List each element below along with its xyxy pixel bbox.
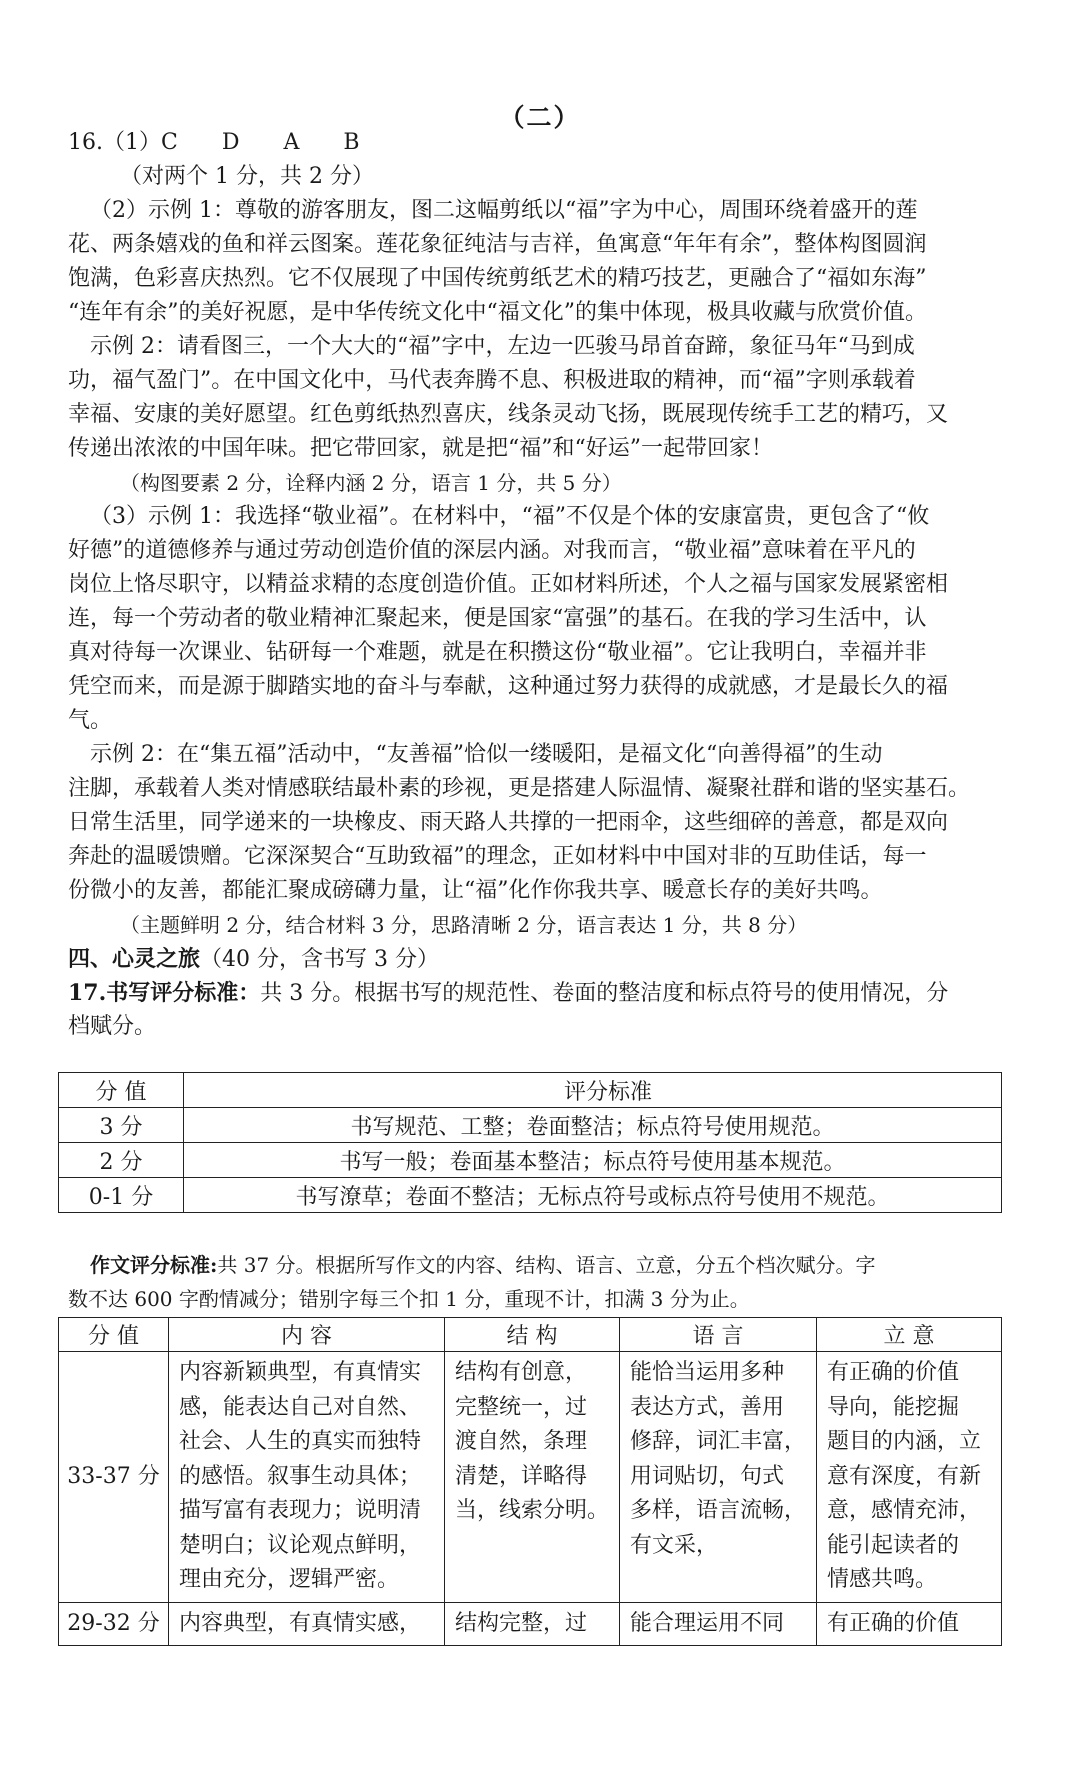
table-cell xyxy=(620,1352,817,1603)
q16-scoring-note: （构图要素 2 分，诠释内涵 2 分，语言 1 分，共 5 分） xyxy=(120,471,622,495)
table-header-cell: 结 构 xyxy=(445,1318,620,1352)
table-header-row xyxy=(59,1318,1002,1352)
table-cell: 书写规范、工整；卷面整洁；标点符号使用规范。 xyxy=(184,1108,1002,1143)
q17-text: 共 3 分。根据书写的规范性、卷面的整洁度和标点符号的使用情况，分 xyxy=(260,981,949,1006)
table-cell xyxy=(445,1352,620,1603)
table-header-cell: 分 值 xyxy=(59,1318,169,1352)
cell-line: 内容典型，有真情实感， xyxy=(179,1610,422,1636)
table-header-cell: 分 值 xyxy=(59,1073,184,1108)
table-cell: 29-32 分 xyxy=(59,1602,169,1646)
q16-text-line: 份微小的友善，都能汇聚成磅礴力量，让“福”化作你我共享、暖意长存的美好共鸣。 xyxy=(68,878,883,903)
essay-intro-line xyxy=(90,1248,1035,1282)
q16-text-line: 饱满，色彩喜庆热烈。它不仅展现了中国传统剪纸艺术的精巧技艺，更融合了“福如东海” xyxy=(68,266,927,291)
cell-line: 意有深度，有新 xyxy=(827,1463,982,1489)
cell-line: 多样，语言流畅， xyxy=(630,1498,807,1523)
table-cell xyxy=(817,1602,1002,1646)
table-row xyxy=(59,1352,1002,1603)
q16-scoring-note: （对两个 1 分，共 2 分） xyxy=(120,164,374,189)
cell-line: 当，线索分明。 xyxy=(455,1498,610,1523)
cell-line: 表达方式，善用 xyxy=(630,1394,785,1420)
cell-line: 的感悟。叙事生动具体； xyxy=(179,1463,422,1489)
table-row xyxy=(59,1602,1002,1646)
table-cell: 2 分 xyxy=(59,1143,184,1178)
table-cell xyxy=(169,1352,445,1603)
cell-line: 清楚，详略得 xyxy=(455,1463,588,1489)
cell-line: 修辞，词汇丰富， xyxy=(630,1429,807,1454)
table-header-cell: 评分标准 xyxy=(184,1073,1002,1108)
table-cell: 书写一般；卷面基本整洁；标点符号使用基本规范。 xyxy=(184,1143,1002,1178)
table-row xyxy=(59,1108,1002,1143)
q17-intro-line xyxy=(68,976,1013,1011)
q16-text-line: 连，每一个劳动者的敬业精神汇聚起来，便是国家“富强”的基石。在我的学习生活中，认 xyxy=(68,606,927,631)
cell-line: 渡自然，条理 xyxy=(455,1429,588,1454)
q16-scoring-note: （主题鲜明 2 分，结合材料 3 分，思路清晰 2 分，语言表达 1 分，共 8 分） xyxy=(120,913,808,937)
q16-answer-line: 16.（1）C D A B xyxy=(68,130,360,155)
cell-line: 完整统一，过 xyxy=(455,1394,588,1420)
cell-line: 能合理运用不同 xyxy=(630,1610,785,1636)
q16-text-line: 功，福气盈门”。在中国文化中，马代表奔腾不息、积极进取的精神，而“福”字则承载着 xyxy=(68,368,916,393)
table-cell: 0-1 分 xyxy=(59,1178,184,1213)
table-cell: 33-37 分 xyxy=(59,1352,169,1603)
cell-line: 感，能表达自己对自然、 xyxy=(179,1394,422,1420)
q17-text-line: 档赋分。 xyxy=(68,1014,157,1039)
part4-heading-note: （40 分，含书写 3 分） xyxy=(200,947,439,972)
table-header-row xyxy=(59,1073,1002,1108)
q17-label: 17.书写评分标准： xyxy=(68,980,261,1006)
cell-line: 能恰当运用多种 xyxy=(630,1360,785,1385)
q16-text-line: 示例 2：在“集五福”活动中，“友善福”恰似一缕暖阳，是福文化“向善得福”的生动 xyxy=(90,742,883,767)
cell-line: 能引起读者的 xyxy=(827,1532,960,1558)
cell-line: 社会、人生的真实而独特 xyxy=(179,1429,422,1454)
q16-text-line: （3）示例 1：我选择“敬业福”。在材料中，“福”不仅是个体的安康富贵，更包含了“攸 xyxy=(90,504,930,529)
table-cell xyxy=(445,1602,620,1646)
cell-line: 结构完整，过 xyxy=(455,1610,588,1636)
cell-line: 理由充分，逻辑严密。 xyxy=(179,1567,400,1592)
q16-text-line: 花、两条嬉戏的鱼和祥云图案。莲花象征纯洁与吉祥，鱼寓意“年年有余”，整体构图圆润 xyxy=(68,232,927,257)
table-row xyxy=(59,1178,1002,1213)
cell-line: 意，感情充沛， xyxy=(827,1498,982,1523)
q16-text-line: 真对待每一次课业、钻研每一个难题，就是在积攒这份“敬业福”。它让我明白，幸福并非 xyxy=(68,640,927,665)
cell-line: 有正确的价值 xyxy=(827,1360,960,1385)
table-cell xyxy=(620,1602,817,1646)
q16-text-line: 凭空而来，而是源于脚踏实地的奋斗与奉献，这种通过努力获得的成就感，才是最长久的福 xyxy=(68,674,949,699)
table-cell xyxy=(169,1602,445,1646)
essay-text-line: 数不达 600 字酌情减分；错别字每三个扣 1 分，重现不计，扣满 3 分为止。 xyxy=(68,1287,750,1311)
cell-line: 题目的内涵，立 xyxy=(827,1429,982,1454)
table-header-cell: 立 意 xyxy=(817,1318,1002,1352)
q16-text-line: 好德”的道德修养与通过劳动创造价值的深层内涵。对我而言，“敬业福”意味着在平凡的 xyxy=(68,538,916,563)
cell-line: 结构有创意， xyxy=(455,1360,588,1385)
table-row xyxy=(59,1143,1002,1178)
part4-heading: 四、心灵之旅 xyxy=(68,946,201,972)
table-header-cell: 内 容 xyxy=(169,1318,445,1352)
q16-text-line: （2）示例 1：尊敬的游客朋友，图二这幅剪纸以“福”字为中心，周围环绕着盛开的莲 xyxy=(90,198,918,223)
essay-text: 共 37 分。根据所写作文的内容、结构、语言、立意，分五个档次赋分。字 xyxy=(217,1253,876,1277)
cell-line: 用词贴切，句式 xyxy=(630,1463,785,1489)
cell-line: 楚明白；议论观点鲜明， xyxy=(179,1532,422,1558)
section-title: （二） xyxy=(499,103,581,132)
q16-text-line: 奔赴的温暖馈赠。它深深契合“互助致福”的理念，正如材料中中国对非的互助佳话，每一 xyxy=(68,844,927,869)
cell-line: 内容新颖典型，有真情实 xyxy=(179,1360,422,1385)
cell-line: 描写富有表现力；说明清 xyxy=(179,1498,422,1523)
part4-heading-line xyxy=(68,942,1013,977)
q16-text-line: 日常生活里，同学递来的一块橡皮、雨天路人共撑的一把雨伞，这些细碎的善意，都是双向 xyxy=(68,810,949,835)
q16-text-line: 传递出浓浓的中国年味。把它带回家，就是把“福”和“好运”一起带回家！ xyxy=(68,436,773,461)
cell-line: 导向，能挖掘 xyxy=(827,1394,960,1420)
writing-score-table xyxy=(58,1072,1002,1213)
q16-text-line: “连年有余”的美好祝愿，是中华传统文化中“福文化”的集中体现，极具收藏与欣赏价值。 xyxy=(68,300,927,325)
table-cell xyxy=(817,1352,1002,1603)
q16-text-line: 示例 2：请看图三，一个大大的“福”字中，左边一匹骏马昂首奋蹄，象征马年“马到成 xyxy=(90,334,915,359)
table-cell: 3 分 xyxy=(59,1108,184,1143)
q16-text-line: 气。 xyxy=(68,708,113,733)
table-header-cell: 语 言 xyxy=(620,1318,817,1352)
essay-score-table xyxy=(58,1317,1002,1646)
cell-line: 情感共鸣。 xyxy=(827,1567,938,1592)
q16-text-line: 幸福、安康的美好愿望。红色剪纸热烈喜庆，线条灵动飞扬，既展现传统手工艺的精巧，又 xyxy=(68,402,949,427)
cell-line: 有正确的价值 xyxy=(827,1610,960,1636)
q16-text-line: 注脚，承载着人类对情感联结最朴素的珍视，更是搭建人际温情、凝聚社群和谐的坚实基石。 xyxy=(68,776,971,801)
q16-text-line: 岗位上恪尽职守，以精益求精的态度创造价值。正如材料所述，个人之福与国家发展紧密相 xyxy=(68,572,949,597)
essay-label: 作文评分标准: xyxy=(90,1253,218,1277)
cell-line: 有文采， xyxy=(630,1532,719,1558)
table-cell: 书写潦草；卷面不整洁；无标点符号或标点符号使用不规范。 xyxy=(184,1178,1002,1213)
